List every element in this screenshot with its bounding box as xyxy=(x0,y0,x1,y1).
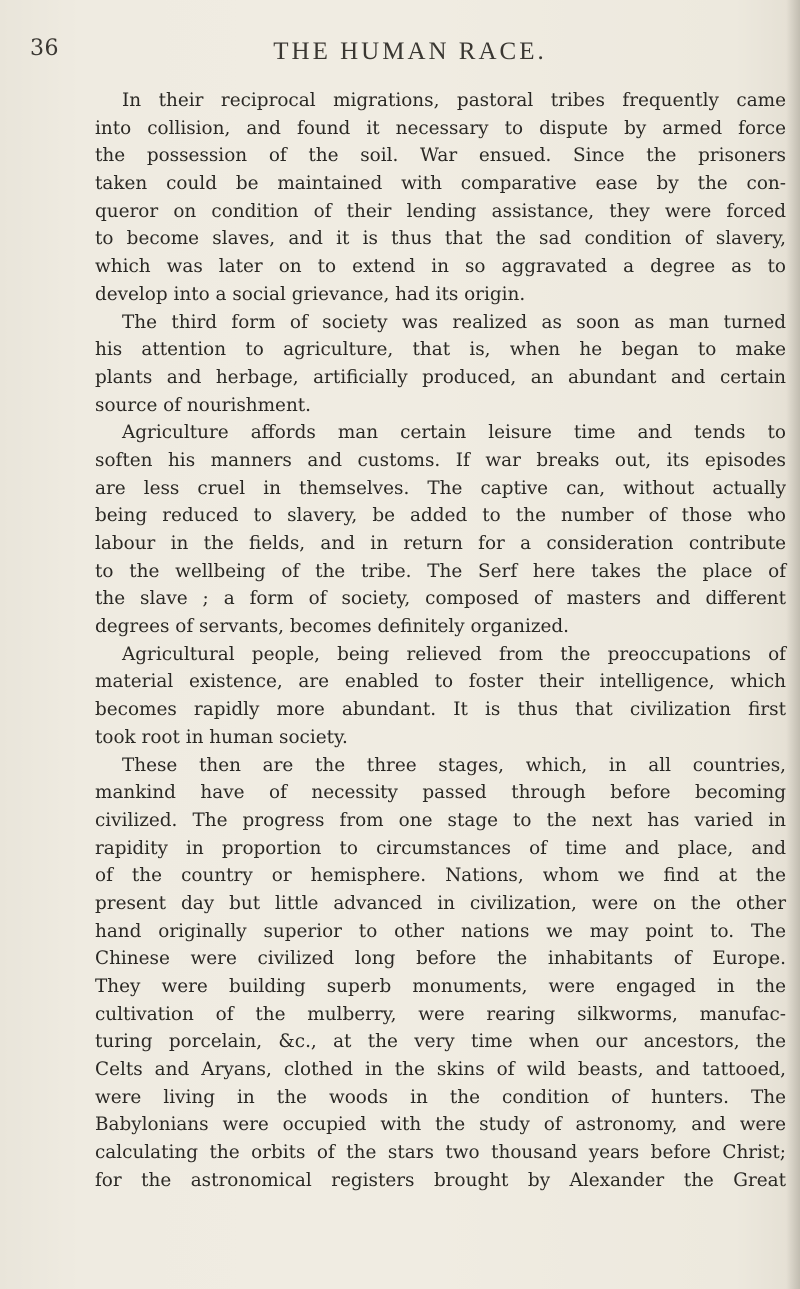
text-line: becomes rapidly more abundant. It is thus that civilization first xyxy=(95,699,786,721)
text-line: soften his manners and customs. If war breaks out, its episodes xyxy=(95,449,786,471)
text-line: In their reciprocal migrations, pastoral tribes frequently came xyxy=(122,90,786,111)
text-line: present day but little advanced in civilization, were on the other xyxy=(95,892,786,914)
page-edge-shadow xyxy=(786,0,800,1289)
text-line: plants and herbage, artificially produced, an abundant and certain xyxy=(95,366,786,388)
text-line: labour in the fields, and in return for a consideration contribute xyxy=(95,533,786,554)
text-line: Celts and Aryans, clothed in the skins of wild beasts, and tattooed, xyxy=(95,1059,786,1081)
page-header xyxy=(30,36,790,66)
text-line: Babylonians were occupied with the study of astronomy, and were xyxy=(95,1114,786,1136)
running-head: THE HUMAN RACE. xyxy=(273,38,547,65)
text-line: to become slaves, and it is thus that the sad condition of slavery, xyxy=(95,228,786,250)
text-line: mankind have of necessity passed through before becoming xyxy=(95,782,786,804)
text-line: source of nourishment. xyxy=(95,394,312,416)
text-line: They were building superb monuments, were engaged in the xyxy=(95,976,786,997)
text-line: hand originally superior to other nations we may point to. The xyxy=(95,920,786,942)
text-line: material existence, are enabled to foster their intelligence, which xyxy=(95,671,786,693)
text-line: The third form of society was realized as soon as man turned xyxy=(122,311,786,333)
text-line: his attention to agriculture, that is, when he began to make xyxy=(95,339,786,361)
text-line: queror on condition of their lending assistance, they were forced xyxy=(95,200,786,222)
text-line: took root in human society. xyxy=(95,726,348,748)
text-line: are less cruel in themselves. The captive can, without actually xyxy=(95,477,786,499)
text-line: the slave ; a form of society, composed of masters and different xyxy=(95,588,786,610)
text-line: for the astronomical registers brought by Alexander the Great xyxy=(95,1169,786,1191)
text-line: cultivation of the mulberry, were rearing silkworms, manufac- xyxy=(95,1003,786,1025)
text-line: the possession of the soil. War ensued. Since the prisoners xyxy=(95,145,786,167)
text-line: Agricultural people, being relieved from the preoccupations of xyxy=(122,643,786,665)
text-line: Chinese were civilized long before the inhabitants of Europe. xyxy=(95,948,786,970)
text-line: degrees of servants, becomes definitely organized. xyxy=(95,616,570,638)
text-line: rapidity in proportion to circumstances of time and place, and xyxy=(95,837,786,859)
text-line: to the wellbeing of the tribe. The Serf here takes the place of xyxy=(95,560,786,582)
text-line: being reduced to slavery, be added to the number of those who xyxy=(95,505,786,527)
text-line: civilized. The progress from one stage to the next has varied in xyxy=(95,809,786,831)
text-line: These then are the three stages, which, in all countries, xyxy=(122,754,786,776)
text-line: Agriculture affords man certain leisure time and tends to xyxy=(122,422,786,444)
text-line: calculating the orbits of the stars two thousand years before Christ; xyxy=(95,1142,786,1164)
body-text xyxy=(95,87,786,1195)
text-line: taken could be maintained with comparative ease by the con- xyxy=(95,173,786,195)
text-line: of the country or hemisphere. Nations, whom we find at the xyxy=(95,865,786,887)
text-line: into collision, and found it necessary to dispute by armed force xyxy=(95,117,786,139)
page-number: 36 xyxy=(30,36,59,61)
text-line: turing porcelain, &c., at the very time when our ancestors, the xyxy=(95,1031,786,1053)
text-line: were living in the woods in the condition of hunters. The xyxy=(95,1086,786,1108)
text-line: which was later on to extend in so aggravated a degree as to xyxy=(95,256,786,278)
text-line: develop into a social grievance, had its origin. xyxy=(95,283,526,305)
